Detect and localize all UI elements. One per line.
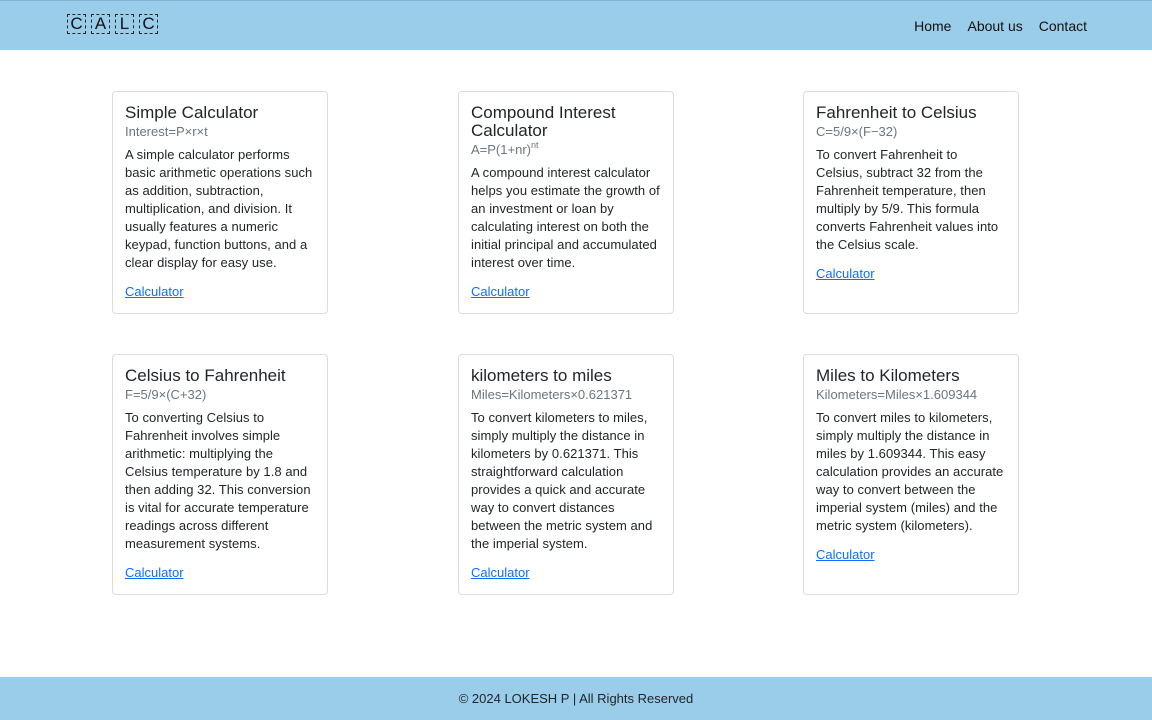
navbar xyxy=(0,0,1152,50)
card-simple-calculator xyxy=(112,91,328,314)
calculator-link[interactable]: Calculator xyxy=(125,284,184,299)
logo-letter: A xyxy=(91,14,110,34)
card-kilometers-to-miles xyxy=(458,354,674,595)
logo-letter: L xyxy=(115,14,134,34)
site-logo[interactable] xyxy=(67,14,158,34)
card-title: Simple Calculator xyxy=(125,103,259,122)
card-formula: F=5/9×(C+32) xyxy=(125,387,207,402)
card-formula: Kilometers=Miles×1.609344 xyxy=(816,387,978,402)
card-description: To convert Fahrenheit to Celsius, subtract 32 from the Fahrenheit temperature, then multiply by 5/9. This formula converts Fahrenheit values into the Celsius scale. xyxy=(816,147,999,252)
footer xyxy=(0,677,1152,720)
card-description: To converting Celsius to Fahrenheit involves simple arithmetic: multiplying the Celsius temperature by 1.8 and then adding 32. This conversion is vital for accurate temperature readings across different measurement systems. xyxy=(125,410,311,551)
calculator-link[interactable]: Calculator xyxy=(816,266,875,281)
card-title: Fahrenheit to Celsius xyxy=(816,103,977,122)
card-description: A compound interest calculator helps you estimate the growth of an investment or loan by calculating interest on both the initial principal and accumulated interest over time. xyxy=(471,165,660,270)
card-formula: Interest=P×r×t xyxy=(125,124,208,139)
card-title: Compound Interest Calculator xyxy=(471,103,616,140)
nav-link-about[interactable]: About us xyxy=(967,18,1023,34)
nav-link-contact[interactable]: Contact xyxy=(1038,18,1087,34)
nav-link-home[interactable]: Home xyxy=(914,18,952,34)
logo-letter: C xyxy=(139,14,158,34)
card-celsius-to-fahrenheit xyxy=(112,354,328,595)
card-formula: Miles=Kilometers×0.621371 xyxy=(471,387,633,402)
card-title: Celsius to Fahrenheit xyxy=(125,366,286,385)
card-description: To convert miles to kilometers, simply multiply the distance in miles by 1.609344. This easy calculation provides an accurate way to convert between the imperial system (miles) and the metric system (kilometers). xyxy=(816,410,1004,533)
logo-letter: C xyxy=(67,14,86,34)
card-miles-to-kilometers xyxy=(803,354,1019,595)
calculator-link[interactable]: Calculator xyxy=(125,565,184,580)
copyright-text: © 2024 LOKESH P | All Rights Reserved xyxy=(458,691,694,706)
card-compound-interest xyxy=(458,91,674,314)
card-title: Miles to Kilometers xyxy=(816,366,960,385)
calculator-link[interactable]: Calculator xyxy=(471,565,530,580)
card-formula: $A=P(1+nr)^{nt}$ xyxy=(471,140,539,157)
card-title: kilometers to miles xyxy=(471,366,612,385)
calculator-link[interactable]: Calculator xyxy=(471,284,530,299)
card-description: To convert kilometers to miles, simply multiply the distance in kilometers by 0.621371. This straightforward calculation provides a quick and accurate way to convert distances between the metric system and the imperial system. xyxy=(471,410,653,551)
card-description: A simple calculator performs basic arithmetic operations such as addition, subtraction, multiplication, and division. It usually features a numeric keypad, function buttons, and a clear display for easy use. xyxy=(125,147,313,270)
main-nav xyxy=(914,18,1087,34)
card-fahrenheit-to-celsius xyxy=(803,91,1019,314)
calculator-link[interactable]: Calculator xyxy=(816,547,875,562)
card-formula: C=5/9×(F−32) xyxy=(816,124,898,139)
